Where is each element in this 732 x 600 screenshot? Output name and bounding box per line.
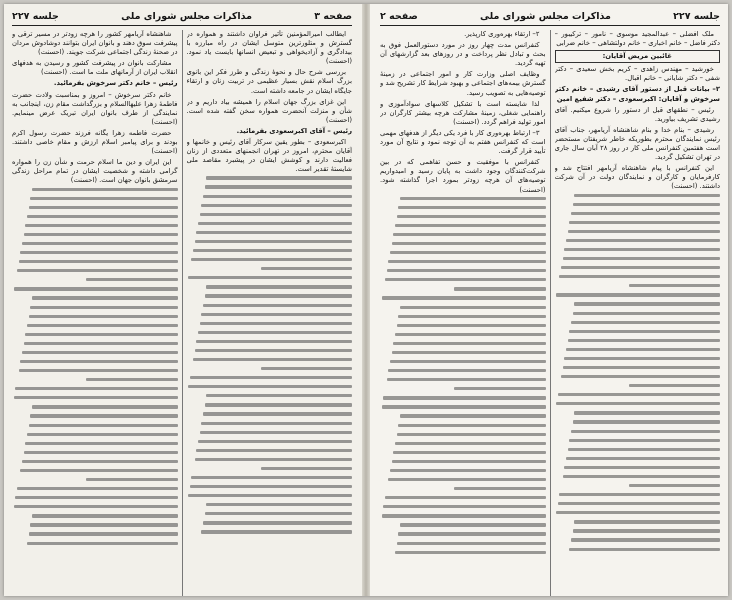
text-line <box>30 306 177 309</box>
text-line <box>20 251 177 254</box>
text-line <box>32 514 178 517</box>
text-line <box>395 442 546 445</box>
text-line <box>388 260 545 263</box>
text-line <box>561 266 720 269</box>
paragraph: وظایف اصلی وزارت کار و امور اجتماعی در زمینهٔ گسترش بیمه‌های اجتماعی و بهبود شرایط کار تشریح شد و توصیه‌هایی به تصویب رسید. <box>380 70 546 97</box>
speaker-line: ۲– بیانات قبل از دستور آقای رشیدی – خانم دکتر سرخوش و آقایان: اکبرسعودی – دکتر شفیع امین <box>554 85 720 103</box>
paragraph: ایطالب امیرالمؤمنین تأثیر فراوان داشتند و همواره در گسترش و متلورترین متوسل ایشان در راه مبارزه با بیدادگری و آزادیخواهی و تبعیض انسانها بایست یاد نمود. (احسنت) <box>186 30 352 66</box>
text-line <box>571 321 720 324</box>
text-line <box>17 487 178 490</box>
text-line <box>400 414 546 417</box>
text-line <box>566 348 720 351</box>
text-line <box>400 523 546 526</box>
text-line <box>556 402 720 405</box>
text-line <box>390 360 546 363</box>
text-line <box>24 233 178 236</box>
paragraph: اکبرسعودی – بطور یقین سرکار آقای رئیس و خانمها و آقایان محترم، امروز در تهران انجمنهای متعددی از زنان فعالیت دارند و کوشش ایشان در پیشبرد مقاصد ملی شایستهٔ تقدیر است. <box>186 138 352 174</box>
text-line <box>25 333 177 336</box>
newspaper-spread <box>4 4 728 596</box>
text-line <box>17 269 178 272</box>
text-line <box>569 548 720 551</box>
text-line <box>196 231 352 234</box>
text-line <box>574 194 720 197</box>
text-line <box>29 424 178 427</box>
paragraph: این غزای بزرگ جهان اسلام را همیشه بیاد داریم و در شأن و منزلت آنحضرت همواره سخن گفته شده است. (احسنت) <box>186 97 352 124</box>
text-line <box>20 360 177 363</box>
text-line <box>387 269 546 272</box>
text-line <box>561 375 720 378</box>
text-line <box>397 542 546 545</box>
text-line <box>206 394 352 397</box>
text-line <box>387 378 546 381</box>
right-page-session: جلسه ۲۲۷ <box>673 11 720 22</box>
left-page-column-left <box>12 30 178 596</box>
text-line <box>556 293 720 296</box>
left-page-title: مذاکرات مجلس شورای ملی <box>121 11 253 22</box>
paragraph: رشیدی – بنام خدا و بنام شاهنشاه آریامهر، جناب آقای رئیس نمایندگان محترم بطوریکه خاطر شریفتان مستحضر است هفتمین کنفرانس ملی کار در روز ۲۸ آبان سال جاری در تهران تشکیل گردید. <box>554 125 720 162</box>
text-line <box>395 551 546 554</box>
paragraph: کنفرانس مدت چهار روز در مورد دستورالعمل فوق به بحث و تبادل نظر پرداخت و در روزهای بعد گزارشهای آن تهیه گردید. <box>380 41 546 68</box>
text-line <box>206 503 352 506</box>
text-line <box>205 512 352 515</box>
text-line <box>205 294 352 297</box>
text-line <box>398 315 545 318</box>
text-line <box>201 313 352 316</box>
left-page-columns <box>12 30 352 596</box>
text-line <box>14 287 178 290</box>
text-line <box>200 431 352 434</box>
text-line <box>193 249 352 252</box>
text-line <box>19 260 178 263</box>
text-line <box>188 494 352 497</box>
text-line <box>27 542 178 545</box>
text-line <box>195 240 352 243</box>
text-line <box>22 351 178 354</box>
text-line <box>203 521 352 524</box>
text-line <box>388 369 545 372</box>
text-line <box>397 215 546 218</box>
paragraph: این کنفرانس با پیام شاهنشاه آریامهر افتتاح شد و کارفرمایان و کارگران و نمایندگان دولت در آن شرکت داشتند. (احسنت) <box>554 164 720 191</box>
text-line <box>261 467 352 470</box>
paragraph: شاهنشاه آریامهر کشور را هرچه زودتر در مسیر ترقی و پیشرفت سوق دهند و بانوان ایران بتوانند دوشادوش مردان در صحنهٔ زندگی اجتماعی شرکت جویند. (احسنت) <box>12 30 178 57</box>
text-line <box>25 224 177 227</box>
text-line <box>574 411 720 414</box>
right-page-title: مذاکرات مجلس شورای ملی <box>479 11 611 22</box>
text-line <box>566 457 720 460</box>
text-line <box>383 396 545 399</box>
text-line <box>203 412 352 415</box>
text-line <box>571 430 720 433</box>
text-line <box>564 248 720 251</box>
text-line <box>261 267 352 270</box>
right-page <box>370 4 728 596</box>
paragraph: این ایران و دین ما اسلام حرمت و شأن زن را همواره گرامی داشته و شخصیت ایشان در تمام مراحل زندگی سرمشق بانوان جهان است. (احسنت) <box>12 158 178 185</box>
right-page-header <box>380 10 720 26</box>
text-line <box>203 304 352 307</box>
text-line <box>188 385 352 388</box>
text-line <box>395 224 546 227</box>
text-line <box>205 185 352 188</box>
right-page-columns <box>380 30 720 596</box>
text-continuation-lines <box>187 176 353 376</box>
text-line <box>19 369 178 372</box>
text-line <box>27 215 178 218</box>
text-line <box>205 403 352 406</box>
text-line <box>20 469 177 472</box>
text-line <box>559 275 720 278</box>
speaker-line: غائبین مریض آقایان: <box>555 50 721 63</box>
text-line <box>573 203 720 206</box>
text-line <box>564 357 720 360</box>
text-line <box>191 476 352 479</box>
text-line <box>14 396 178 399</box>
left-page-header <box>12 10 352 26</box>
text-line <box>201 422 352 425</box>
text-line <box>200 213 352 216</box>
paragraph: کنفرانس با موفقیت و حسن تفاهمی که در بین شرکت‌کنندگان وجود داشت به پایان رسید و امیدواریم توصیه‌های آن هرچه زودتر بمورد اجرا گذاشته شود. (احسنت) <box>380 158 546 194</box>
text-continuation-lines <box>12 188 178 388</box>
text-line <box>382 405 546 408</box>
text-line <box>198 222 352 225</box>
text-line <box>558 502 720 505</box>
text-line <box>382 514 546 517</box>
text-line <box>29 315 178 318</box>
text-line <box>395 333 546 336</box>
text-line <box>400 197 546 200</box>
text-line <box>201 204 352 207</box>
text-line <box>206 285 352 288</box>
text-line <box>22 242 178 245</box>
text-line <box>30 523 177 526</box>
text-line <box>454 287 545 290</box>
paragraph: مشارکت بانوان در پیشرفت کشور و رسیدن به هدفهای انقلاب ایران از آرمانهای ملت ما است. (احسنت) <box>12 59 178 77</box>
text-line <box>397 324 546 327</box>
paragraph: خورشید – مهندس زاهدی – کریم بخش سعیدی – دکتر شفی – دکتر شایانی – خانم اقبال. <box>554 65 720 83</box>
text-line <box>86 278 177 281</box>
text-continuation-lines <box>555 194 721 394</box>
text-line <box>15 496 177 499</box>
text-line <box>15 387 177 390</box>
text-line <box>629 284 720 287</box>
text-line <box>563 257 720 260</box>
text-line <box>393 233 545 236</box>
text-line <box>383 505 545 508</box>
text-line <box>25 442 177 445</box>
right-page-column-right <box>555 30 721 596</box>
text-line <box>29 532 178 535</box>
paragraph: حضرت فاطمه زهرا یگانه فرزند حضرت رسول اکرم بودند و برای پیامبر اسلام ارزش و مقام خاصی داشتند. (احسنت) <box>12 128 178 156</box>
text-line <box>392 242 546 245</box>
text-line <box>563 475 720 478</box>
text-line <box>195 349 352 352</box>
text-line <box>629 384 720 387</box>
text-line <box>201 530 352 533</box>
text-line <box>569 221 720 224</box>
text-line <box>14 505 178 508</box>
text-line <box>558 393 720 396</box>
speaker-line: رئیس – خانم دکتر سرخوش بفرمائید. <box>53 79 178 88</box>
text-line <box>22 460 178 463</box>
text-line <box>193 358 352 361</box>
text-line <box>559 493 720 496</box>
text-line <box>203 195 352 198</box>
text-line <box>574 302 720 305</box>
paragraph: ملک افضلی – عبدالمجید موسوی – نامور – ترکیبور – دکتر فاضل – خانم اخباری – خانم دولتشاهی – خانم ضرابی <box>554 30 720 48</box>
column-divider <box>550 30 551 596</box>
text-line <box>571 212 720 215</box>
text-line <box>564 466 720 469</box>
text-line <box>188 276 352 279</box>
text-line <box>390 469 546 472</box>
text-line <box>629 484 720 487</box>
text-line <box>390 251 546 254</box>
text-line <box>392 351 546 354</box>
text-line <box>393 342 545 345</box>
text-line <box>573 312 720 315</box>
text-line <box>568 230 720 233</box>
text-continuation-lines <box>380 197 546 397</box>
left-page-column-right <box>187 30 353 596</box>
text-line <box>398 206 545 209</box>
text-line <box>400 306 546 309</box>
text-line <box>573 529 720 532</box>
text-line <box>388 478 545 481</box>
text-line <box>198 331 352 334</box>
text-line <box>24 342 178 345</box>
text-line <box>385 496 546 499</box>
text-line <box>195 458 352 461</box>
text-line <box>29 206 178 209</box>
text-line <box>568 448 720 451</box>
text-line <box>191 258 352 261</box>
left-page-number: صفحه ۳ <box>314 11 352 22</box>
text-line <box>573 420 720 423</box>
text-line <box>556 511 720 514</box>
text-line <box>569 330 720 333</box>
text-line <box>392 460 546 463</box>
text-line <box>196 449 352 452</box>
text-line <box>398 532 545 535</box>
text-line <box>86 478 177 481</box>
text-line <box>382 296 546 299</box>
text-line <box>198 440 352 443</box>
text-line <box>24 451 178 454</box>
text-line <box>32 296 178 299</box>
text-line <box>261 367 352 370</box>
text-line <box>32 188 178 191</box>
text-line <box>27 433 178 436</box>
paragraph: خانم دکتر سرخوش – امروز و بمناسبت ولادت حضرت فاطمهٔ زهرا علیهاالسلام و بزرگداشت مقام زن، اینجانب به نمایندگی از طرف بانوان ایران تبریک عرض مینمایم. (احسنت) <box>12 90 178 126</box>
paragraph: لذا شایسته است با تشکیل کلاسهای سوادآموزی و راهنمایی شغلی، زمینهٔ مشارکت هرچه بیشتر کارگران در امور تولید فراهم گردد. (احسنت) <box>380 99 546 126</box>
text-line <box>206 176 352 179</box>
text-line <box>32 405 178 408</box>
text-line <box>190 485 352 488</box>
text-line <box>196 340 352 343</box>
speaker-line: رئیس – آقای اکبرسعودی بفرمائید. <box>236 126 352 135</box>
page-gutter <box>362 4 370 596</box>
text-line <box>569 439 720 442</box>
text-line <box>27 324 178 327</box>
text-line <box>563 366 720 369</box>
text-line <box>190 376 352 379</box>
text-line <box>30 414 177 417</box>
paragraph: رئیس – نطقهای قبل از دستور را شروع میکنیم. آقای رشیدی تشریف بیاورید. <box>554 105 720 123</box>
text-line <box>385 278 546 281</box>
text-line <box>398 424 545 427</box>
text-line <box>30 197 177 200</box>
paragraph: بررسی شرح حال و نحوهٔ زندگی و طرز فکر این بانوی بزرگ اسلام نقش بسیار عظیمی در تربیت زنان و ارتقاء جایگاه ایشان در جامعه داشته است. <box>186 68 352 95</box>
text-line <box>454 487 545 490</box>
text-line <box>200 322 352 325</box>
text-line <box>454 387 545 390</box>
column-divider <box>182 30 183 596</box>
text-line <box>86 378 177 381</box>
text-line <box>393 451 545 454</box>
right-page-column-left <box>380 30 546 596</box>
paragraph: ۳– ارتباط بهره‌وری کار با فرد یکی دیگر از هدفهای مهمی است که کنفرانس هفتم به آن توجه نمود و نتایج آن مورد تأیید قرار گرفت. <box>380 128 546 156</box>
right-page-number: صفحه ۲ <box>380 11 418 22</box>
text-line <box>566 239 720 242</box>
text-line <box>571 538 720 541</box>
text-line <box>568 339 720 342</box>
text-line <box>397 433 546 436</box>
text-line <box>574 520 720 523</box>
paragraph: ۲– ارتقاء بهره‌وری کارپذیر. <box>464 30 540 38</box>
left-page <box>4 4 362 596</box>
left-page-session: جلسه ۲۲۷ <box>12 11 59 22</box>
